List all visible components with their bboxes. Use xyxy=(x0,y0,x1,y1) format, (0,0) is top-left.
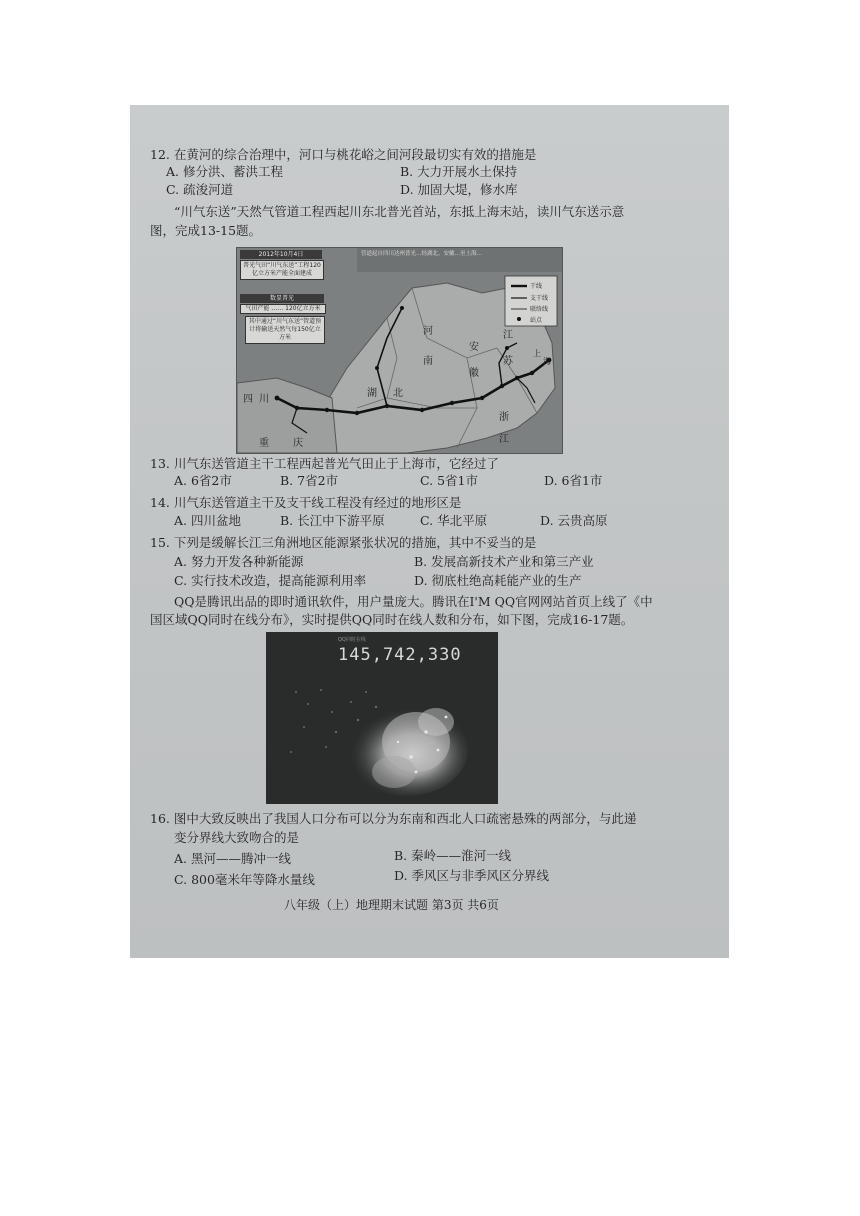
province-char-chuan: 川 xyxy=(259,394,269,405)
q15-option-b: B. 发展高新技术产业和第三产业 xyxy=(414,554,594,569)
q13-option-b: B. 7省2市 xyxy=(280,473,339,488)
q14-option-a: A. 四川盆地 xyxy=(174,513,241,528)
province-char-shang: 上 xyxy=(533,349,541,358)
map-date-header: 2012年10月4日 xyxy=(240,250,322,259)
q12-stem: 12. 在黄河的综合治理中，河口与桃花峪之间河段最切实有效的措施是 xyxy=(150,147,537,162)
q14-option-d: D. 云贵高原 xyxy=(540,513,608,528)
province-char-si: 四 xyxy=(243,394,253,405)
exam-page xyxy=(130,105,729,958)
province-char-an: 安 xyxy=(469,342,479,353)
map-info-1: 普光气田“川气东送”工程120亿立方米产能全面建成 xyxy=(243,262,321,277)
q12-option-a: A. 修分洪、蓄洪工程 xyxy=(166,164,283,179)
q15-option-a: A. 努力开发各种新能源 xyxy=(174,554,304,569)
map-top-note: 管道起自四川达州普光…经湖北、安徽…至上海… xyxy=(361,251,483,257)
map-info-box-1 xyxy=(240,260,324,280)
legend-label-link: 联络线 xyxy=(530,306,549,313)
q13-option-d: D. 6省1市 xyxy=(544,473,603,488)
province-char-bei: 北 xyxy=(393,388,403,399)
province-char-zhe: 浙 xyxy=(499,412,509,423)
intro-16-17-line2: 国区域QQ同时在线分布》，实时提供QQ同时在线人数和分布，如下图，完成16-17题。 xyxy=(150,612,634,627)
q16-stem-line1: 16. 图中大致反映出了我国人口分布可以分为东南和西北人口疏密悬殊的两部分，与此递 xyxy=(150,811,637,826)
q15-option-c: C. 实行技术改造，提高能源利用率 xyxy=(174,573,367,588)
page-footer: 八年级（上）地理期末试题 第3页 共6页 xyxy=(284,898,499,912)
q15-stem: 15. 下列是缓解长江三角洲地区能源紧张状况的措施，其中不妥当的是 xyxy=(150,535,537,550)
intro-13-15-line1: “川气东送”天然气管道工程西起川东北普光首站，东抵上海末站，读川气东送示意 xyxy=(174,204,625,219)
qq-online-top-label: QQ同时在线 xyxy=(338,637,366,643)
q14-option-b: B. 长江中下游平原 xyxy=(280,513,385,528)
intro-13-15-line2: 图，完成13-15题。 xyxy=(150,223,262,238)
q13-option-a: A. 6省2市 xyxy=(174,473,232,488)
q14-option-c: C. 华北平原 xyxy=(420,513,488,528)
q16-stem-line2: 变分界线大致吻合的是 xyxy=(174,830,300,845)
province-char-nan: 南 xyxy=(423,356,433,367)
q16-option-a: A. 黑河——腾冲一线 xyxy=(174,851,291,866)
map-stats-header: 数显普光 xyxy=(240,294,324,303)
pipeline-map xyxy=(236,247,563,454)
province-char-hui: 徽 xyxy=(469,368,479,379)
q12-option-c: C. 疏浚河道 xyxy=(166,182,234,197)
province-char-jiang-1: 江 xyxy=(503,330,513,341)
legend-label-trunk: 干线 xyxy=(530,283,543,290)
province-char-he: 河 xyxy=(423,326,433,337)
province-char-chong: 重 xyxy=(259,438,269,449)
q14-stem: 14. 川气东送管道主干及支干线工程没有经过的地形区是 xyxy=(150,495,462,510)
legend-label-branch: 支干线 xyxy=(530,295,549,302)
q13-option-c: C. 5省1市 xyxy=(420,473,478,488)
province-char-jiang-2: 江 xyxy=(499,434,509,445)
province-char-su: 苏 xyxy=(503,356,513,367)
map-info-2: 其中通过“川气东送”管道预计将输送天然气每150亿立方米 xyxy=(248,318,322,341)
q12-option-d: D. 加固大堤，修水库 xyxy=(400,182,518,197)
q16-option-c: C. 800毫米年等降水量线 xyxy=(174,872,315,887)
q13-stem: 13. 川气东送管道主干工程西起普光气田止于上海市，它经过了 xyxy=(150,456,499,471)
qq-online-count: 145,742,330 xyxy=(338,645,462,665)
province-char-qing: 庆 xyxy=(293,438,303,449)
qq-online-distribution-image xyxy=(266,632,498,804)
map-stats-row: 气田产能 …… 120亿立方米 xyxy=(240,304,326,314)
q16-option-b: B. 秦岭——淮河一线 xyxy=(394,848,512,863)
q15-option-d: D. 彻底杜绝高耗能产业的生产 xyxy=(414,573,582,588)
q16-option-d: D. 季风区与非季风区分界线 xyxy=(394,868,550,883)
province-char-hai: 海 xyxy=(543,357,551,366)
province-char-hu: 湖 xyxy=(367,388,377,399)
intro-16-17-line1: QQ是腾讯出品的即时通讯软件，用户量庞大。腾讯在I'M QQ官网网站首页上线了《中 xyxy=(174,594,653,609)
map-info-box-2 xyxy=(245,316,325,344)
q12-option-b: B. 大力开展水土保持 xyxy=(400,164,518,179)
legend-label-station: 站点 xyxy=(530,317,543,324)
